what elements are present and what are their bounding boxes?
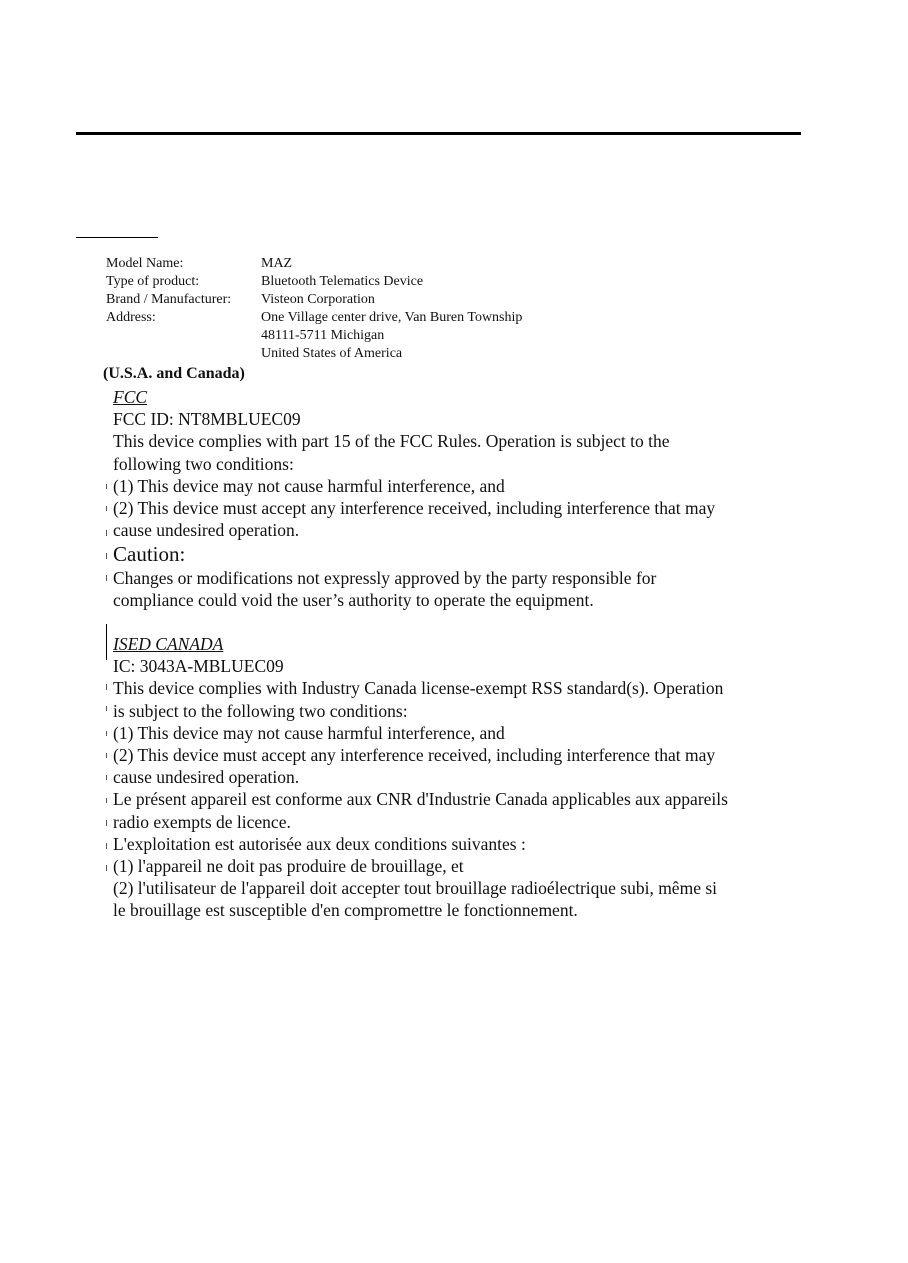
margin-tick [106, 706, 107, 711]
ised-text-line: (1) l'appareil ne doit pas produire de brouillage, et [113, 856, 464, 877]
info-value [261, 255, 292, 273]
ised-text-line: Le présent appareil est conforme aux CNR d'Industrie Canada applicables aux appareils [113, 789, 728, 810]
margin-tick [106, 865, 107, 871]
info-value-line: Visteon Corporation [261, 292, 375, 307]
margin-tick [106, 575, 107, 581]
margin-tick [106, 484, 107, 489]
top-horizontal-rule [76, 132, 801, 135]
fcc-title: FCC [113, 387, 148, 407]
ised-text-line: le brouillage est susceptible d'en compromettre le fonctionnement. [113, 900, 578, 921]
ised-text-line: is subject to the following two conditions: [113, 700, 408, 721]
ised-text-line: radio exempts de licence. [113, 811, 291, 832]
info-value [261, 309, 522, 363]
short-horizontal-rule [76, 237, 158, 238]
fcc-text-line: This device complies with part 15 of the FCC Rules. Operation is subject to the [113, 431, 670, 452]
ised-section [113, 633, 728, 922]
info-value-line: 48111-5711 Michigan [261, 328, 385, 343]
info-value [261, 273, 423, 291]
margin-tick [106, 843, 107, 849]
margin-tick [106, 731, 107, 736]
fcc-section [113, 386, 715, 541]
fcc-text-line: (1) This device may not cause harmful interference, and [113, 475, 505, 496]
ised-text-line: L'exploitation est autorisée aux deux conditions suivantes : [113, 833, 526, 854]
fcc-text-line: cause undesired operation. [113, 520, 300, 541]
product-info-table [106, 255, 522, 363]
change-bar-mark [106, 624, 107, 660]
margin-tick [106, 753, 107, 758]
info-value-line: United States of America [261, 346, 403, 361]
ised-id-line: IC: 3043A-MBLUEC09 [113, 656, 284, 677]
info-value-line: One Village center drive, Van Buren Township [261, 310, 523, 325]
margin-tick [106, 820, 107, 826]
fcc-text-line: following two conditions: [113, 453, 294, 474]
info-row-address [106, 309, 522, 363]
info-value-line: Bluetooth Telematics Device [261, 274, 424, 289]
info-value-line: MAZ [261, 256, 293, 271]
margin-tick [106, 798, 107, 803]
caution-text-line: Changes or modifications not expressly approved by the party responsible for [113, 568, 657, 588]
ised-text-line: cause undesired operation. [113, 767, 300, 788]
ised-text-line: (1) This device may not cause harmful interference, and [113, 722, 505, 743]
info-row-model [106, 255, 522, 273]
info-label: Brand / Manufacturer: [106, 292, 232, 307]
ised-title: ISED CANADA [113, 634, 224, 654]
info-label: Model Name: [106, 256, 184, 271]
margin-tick [106, 506, 107, 511]
ised-text-line: This device complies with Industry Canada license-exempt RSS standard(s). Operation [113, 678, 724, 699]
ised-text-line: (2) This device must accept any interference received, including interference that may [113, 745, 716, 766]
caution-text-line: compliance could void the user’s authority to operate the equipment. [113, 590, 594, 611]
caution-title: Caution: [113, 542, 186, 566]
margin-tick [106, 684, 107, 690]
info-row-type [106, 273, 522, 291]
ised-text-line: (2) l'utilisateur de l'appareil doit accepter tout brouillage radioélectrique subi, même si [113, 878, 718, 899]
info-value [261, 291, 375, 309]
region-heading: (U.S.A. and Canada) [103, 365, 245, 382]
info-label: Type of product: [106, 274, 200, 289]
fcc-text-line: (2) This device must accept any interference received, including interference that may [113, 498, 716, 519]
margin-tick [106, 775, 107, 780]
caution-section [113, 541, 656, 611]
margin-tick [106, 530, 107, 536]
margin-tick [106, 553, 107, 559]
info-label: Address: [106, 310, 156, 325]
info-row-brand [106, 291, 522, 309]
fcc-id-line: FCC ID: NT8MBLUEC09 [113, 409, 301, 430]
